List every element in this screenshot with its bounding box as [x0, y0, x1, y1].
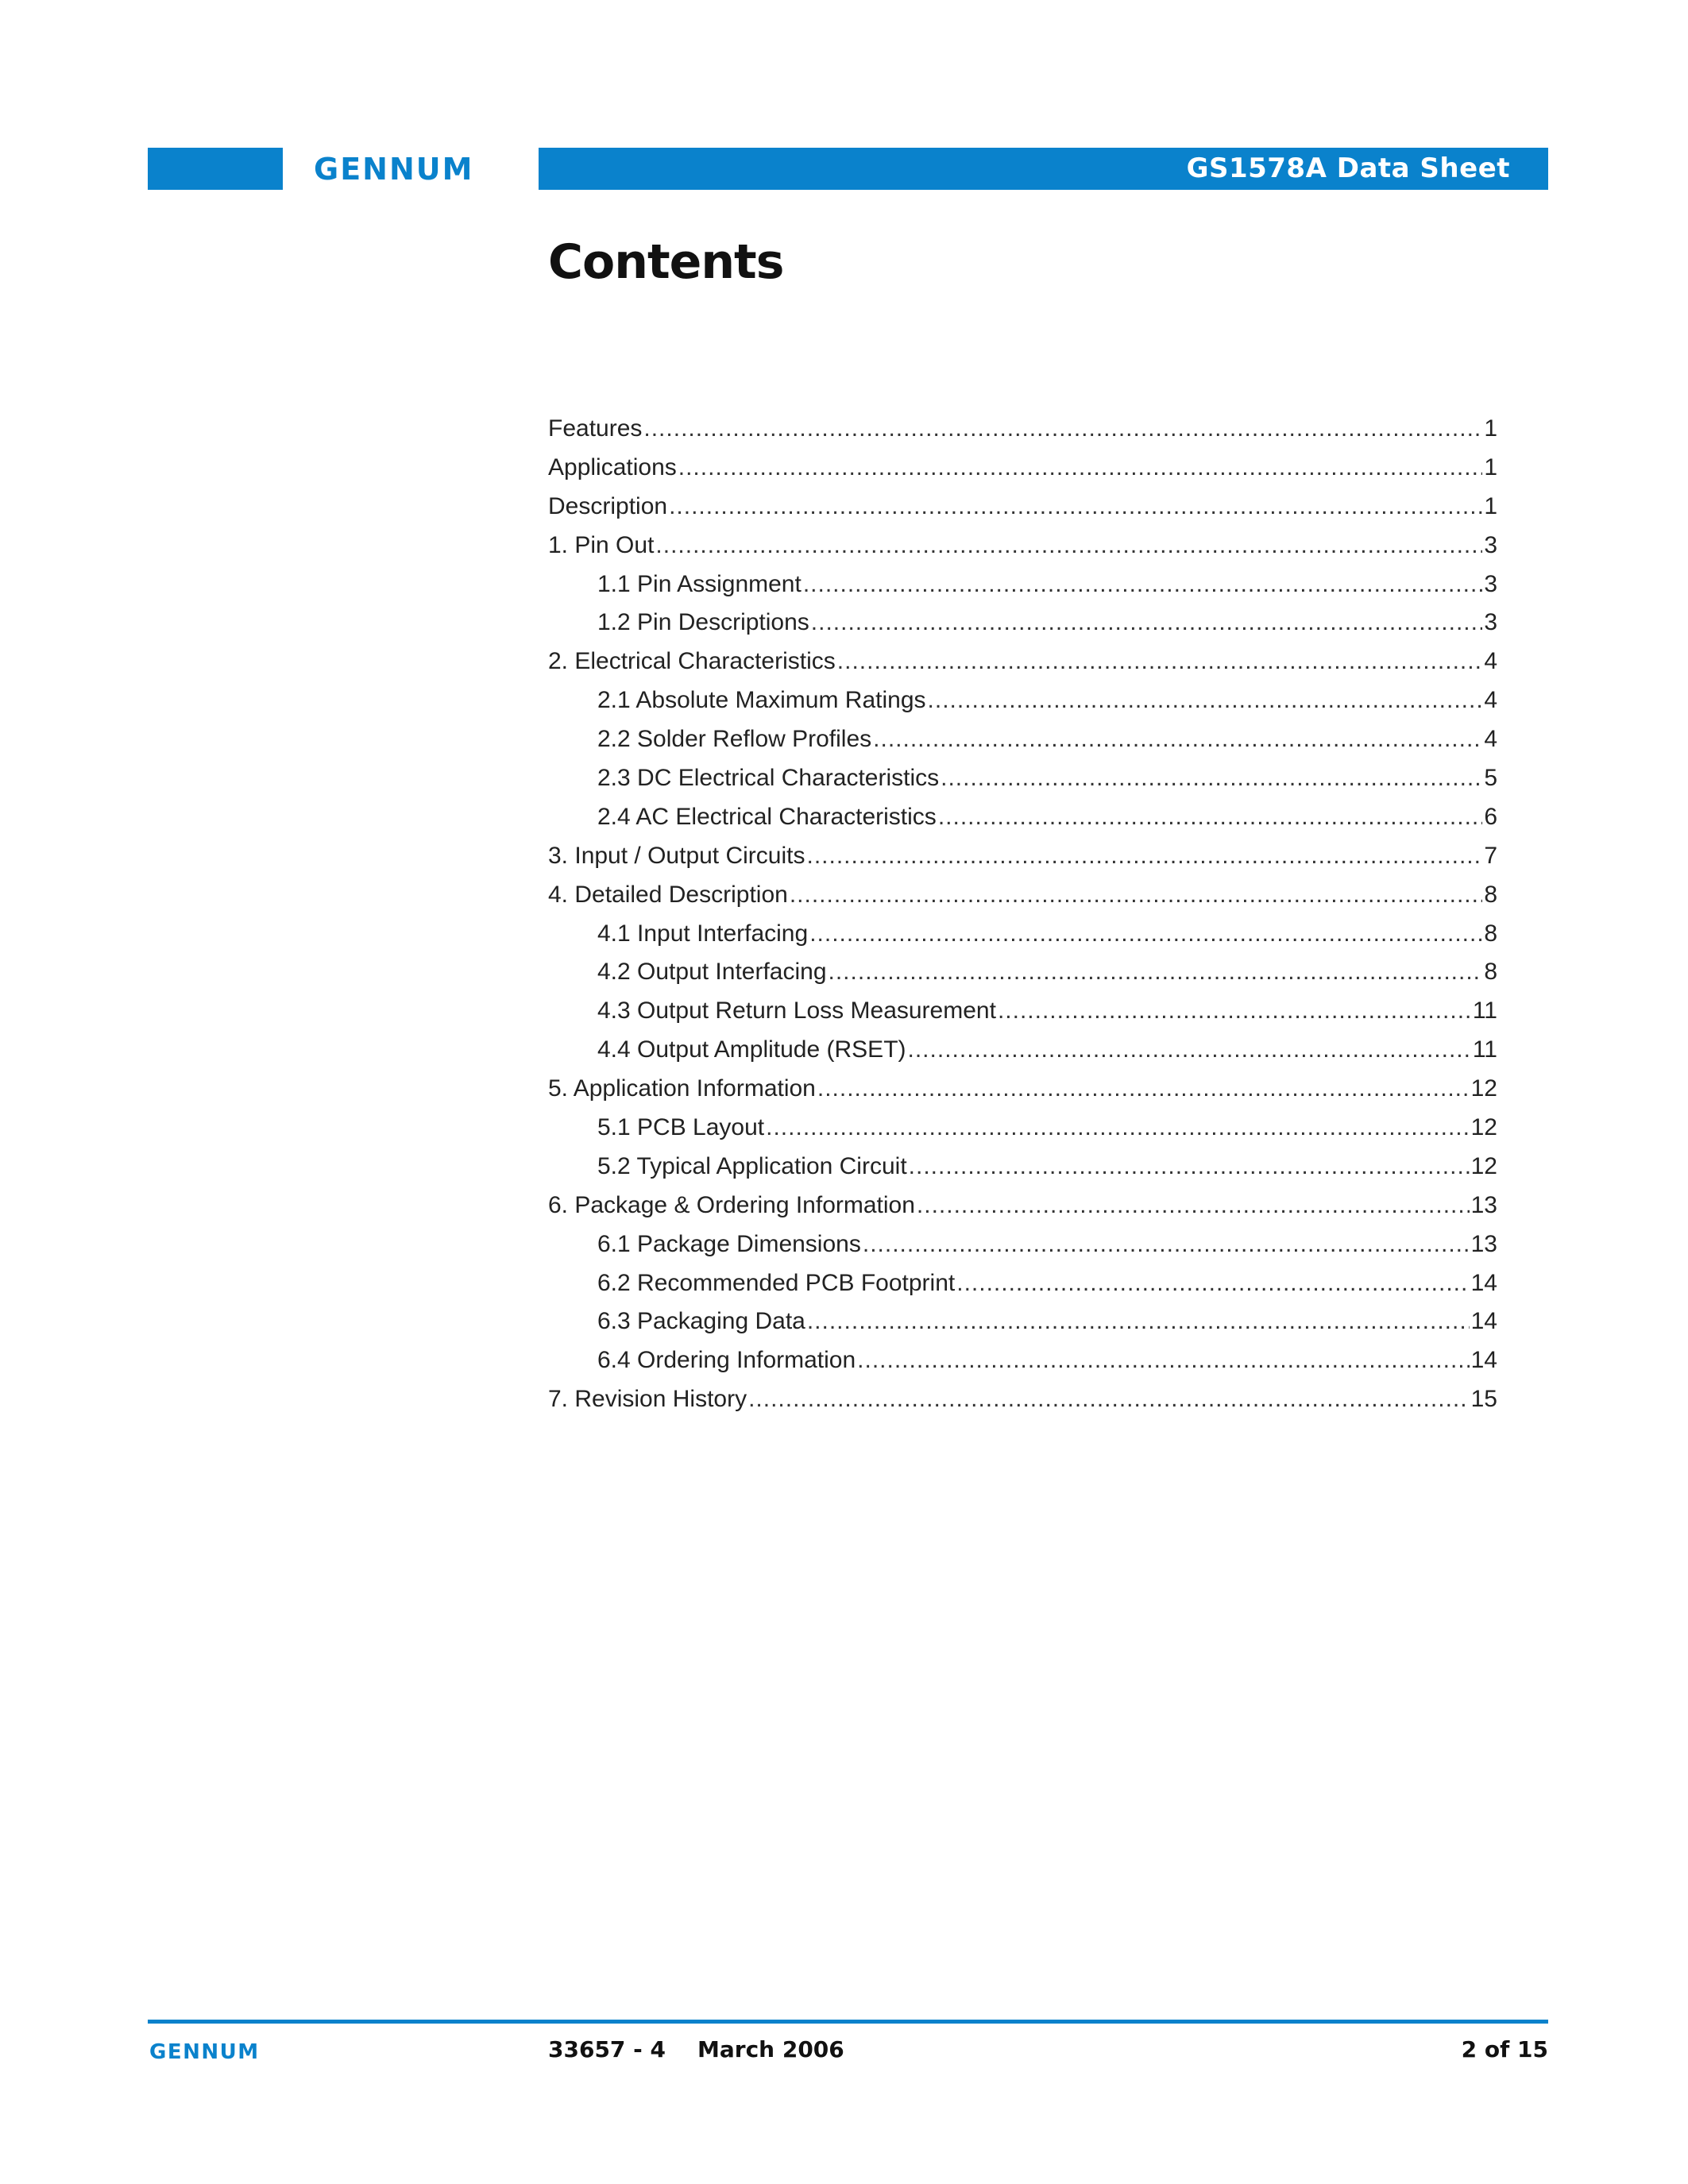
toc-dot-leader	[669, 488, 1482, 527]
footer-page-number: 2 of 15	[1461, 2036, 1548, 2062]
toc-entry-title: 5. Application Information	[548, 1075, 816, 1102]
toc-entry-page: 1	[1484, 453, 1497, 480]
footer-document-number: 33657 - 4	[548, 2036, 666, 2062]
toc-dot-leader	[956, 1264, 1469, 1303]
toc-entry-page: 3	[1484, 609, 1497, 636]
toc-entry-title: 1.1 Pin Assignment	[597, 570, 802, 597]
toc-entry[interactable]	[548, 720, 1497, 759]
toc-dot-leader	[748, 1380, 1470, 1419]
toc-dot-leader	[941, 759, 1482, 798]
toc-entry[interactable]	[548, 449, 1497, 488]
page-title: Contents	[548, 234, 784, 290]
toc-entry-title: 5.1 PCB Layout	[597, 1114, 765, 1141]
toc-entry-page: 13	[1470, 1191, 1497, 1218]
toc-entry[interactable]	[548, 992, 1497, 1031]
toc-entry-page: 3	[1484, 531, 1497, 558]
toc-entry[interactable]	[548, 527, 1497, 565]
toc-dot-leader	[811, 604, 1483, 642]
toc-entry-title: 2. Electrical Characteristics	[548, 648, 836, 675]
toc-entry[interactable]	[548, 565, 1497, 604]
toc-entry-title: Description	[548, 492, 668, 519]
toc-dot-leader	[857, 1341, 1469, 1380]
toc-entry-page: 4	[1484, 726, 1497, 753]
toc-entry-title: 7. Revision History	[548, 1386, 747, 1413]
toc-entry-title: 3. Input / Output Circuits	[548, 842, 805, 869]
toc-entry-page: 14	[1470, 1269, 1497, 1296]
toc-entry[interactable]	[548, 759, 1497, 798]
toc-entry[interactable]	[548, 798, 1497, 837]
toc-entry-title: 6.2 Recommended PCB Footprint	[597, 1269, 956, 1296]
toc-entry[interactable]	[548, 1070, 1497, 1109]
toc-entry-title: 2.3 DC Electrical Characteristics	[597, 765, 940, 792]
toc-entry-page: 3	[1484, 570, 1497, 597]
toc-entry-page: 11	[1472, 997, 1497, 1024]
toc-entry-page: 14	[1470, 1347, 1497, 1374]
toc-dot-leader	[863, 1225, 1470, 1264]
toc-dot-leader	[837, 642, 1483, 681]
toc-entry[interactable]	[548, 642, 1497, 681]
table-of-contents	[548, 410, 1497, 1419]
toc-entry-title: 2.2 Solder Reflow Profiles	[597, 726, 872, 753]
toc-entry-title: 2.4 AC Electrical Characteristics	[597, 803, 937, 830]
toc-dot-leader	[806, 837, 1482, 876]
toc-entry-title: 2.1 Absolute Maximum Ratings	[597, 687, 926, 714]
header-title-bar	[539, 148, 1548, 190]
toc-entry-page: 4	[1484, 648, 1497, 675]
toc-dot-leader	[928, 681, 1483, 720]
toc-entry-page: 11	[1472, 1036, 1497, 1063]
toc-entry[interactable]	[548, 1031, 1497, 1070]
toc-entry[interactable]	[548, 915, 1497, 954]
header-gennum-logo: GENNUM	[314, 152, 474, 187]
toc-entry-title: 4.3 Output Return Loss Measurement	[597, 997, 996, 1024]
toc-dot-leader	[908, 1031, 1471, 1070]
toc-dot-leader	[938, 798, 1483, 837]
toc-dot-leader	[829, 953, 1483, 992]
toc-entry-title: 6.3 Packaging Data	[597, 1308, 805, 1335]
toc-entry-page: 12	[1470, 1114, 1497, 1141]
toc-entry[interactable]	[548, 1109, 1497, 1148]
toc-entry[interactable]	[548, 488, 1497, 527]
toc-entry-title: 5.2 Typical Application Circuit	[597, 1152, 907, 1179]
toc-dot-leader	[917, 1187, 1470, 1225]
toc-entry-page: 7	[1484, 842, 1497, 869]
toc-dot-leader	[678, 449, 1483, 488]
toc-entry[interactable]	[548, 1264, 1497, 1303]
toc-entry[interactable]	[548, 837, 1497, 876]
toc-entry-page: 1	[1484, 492, 1497, 519]
toc-entry-page: 1	[1484, 415, 1497, 442]
toc-entry-title: 4.2 Output Interfacing	[597, 959, 827, 986]
toc-entry[interactable]	[548, 1148, 1497, 1187]
toc-entry-title: 4.4 Output Amplitude (RSET)	[597, 1036, 906, 1063]
toc-dot-leader	[655, 527, 1482, 565]
toc-dot-leader	[803, 565, 1482, 604]
toc-entry-title: 6. Package & Ordering Information	[548, 1191, 915, 1218]
document-title: GS1578A Data Sheet	[1186, 152, 1510, 184]
toc-dot-leader	[998, 992, 1471, 1031]
header-left-bar	[148, 148, 283, 190]
toc-entry-page: 14	[1470, 1308, 1497, 1335]
toc-dot-leader	[807, 1302, 1470, 1341]
toc-entry-page: 8	[1484, 959, 1497, 986]
toc-entry-title: Features	[548, 415, 643, 442]
toc-entry[interactable]	[548, 876, 1497, 915]
toc-entry-title: 1.2 Pin Descriptions	[597, 609, 809, 636]
toc-entry[interactable]	[548, 1302, 1497, 1341]
toc-entry-page: 6	[1484, 803, 1497, 830]
toc-entry-page: 12	[1470, 1075, 1497, 1102]
toc-dot-leader	[817, 1070, 1470, 1109]
footer-date: March 2006	[697, 2036, 844, 2062]
toc-entry[interactable]	[548, 1225, 1497, 1264]
toc-entry[interactable]	[548, 1380, 1497, 1419]
toc-entry-title: 4. Detailed Description	[548, 881, 788, 908]
toc-entry[interactable]	[548, 953, 1497, 992]
toc-entry-title: 4.1 Input Interfacing	[597, 920, 809, 947]
footer-gennum-logo: GENNUM	[149, 2040, 260, 2064]
toc-entry-page: 12	[1470, 1152, 1497, 1179]
toc-entry[interactable]	[548, 604, 1497, 642]
toc-dot-leader	[809, 915, 1482, 954]
toc-entry-title: 6.1 Package Dimensions	[597, 1230, 861, 1257]
toc-dot-leader	[873, 720, 1482, 759]
toc-dot-leader	[909, 1148, 1470, 1187]
toc-entry-page: 4	[1484, 687, 1497, 714]
toc-dot-leader	[766, 1109, 1469, 1148]
toc-entry[interactable]	[548, 1187, 1497, 1225]
toc-entry[interactable]	[548, 410, 1497, 449]
toc-entry[interactable]	[548, 1341, 1497, 1380]
toc-dot-leader	[643, 410, 1482, 449]
toc-entry-title: Applications	[548, 453, 677, 480]
toc-entry-title: 6.4 Ordering Information	[597, 1347, 856, 1374]
toc-entry-page: 15	[1470, 1386, 1497, 1413]
toc-entry-page: 8	[1484, 920, 1497, 947]
toc-dot-leader	[790, 876, 1482, 915]
toc-entry-title: 1. Pin Out	[548, 531, 655, 558]
toc-entry-page: 13	[1470, 1230, 1497, 1257]
footer-rule	[148, 2020, 1548, 2024]
toc-entry[interactable]	[548, 681, 1497, 720]
toc-entry-page: 8	[1484, 881, 1497, 908]
toc-entry-page: 5	[1484, 765, 1497, 792]
